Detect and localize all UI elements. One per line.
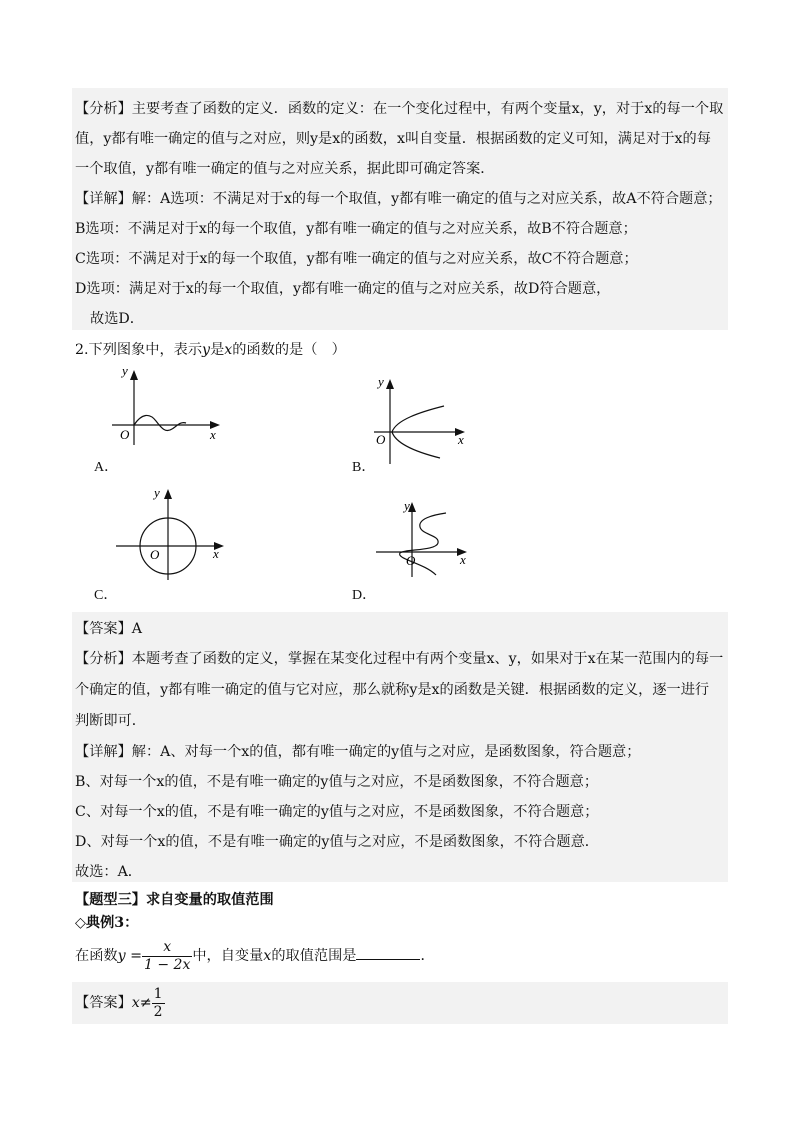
answer-denominator: 2	[153, 1003, 163, 1020]
graph-c	[114, 482, 228, 582]
question-2-mid: 是	[210, 342, 225, 358]
question-2-suffix: 的函数的是（ ）	[232, 342, 346, 358]
detail-line-3: C选项：不满足对于x的每一个取值，y都有唯一确定的值与之对应关系，故C不符合题意；	[75, 251, 638, 267]
question-2-text	[75, 341, 346, 359]
analysis2-line-1: 【分析】本题考查了函数的定义，掌握在某变化过程中有两个变量x、y，如果对于x在某一范围内的每一	[75, 651, 724, 667]
example-3-label: ◇典例3：	[75, 915, 139, 931]
analysis-line-2: 值，y都有唯一确定的值与之对应，则y是x的函数，x叫自变量．根据函数的定义可知，满足对于x的每	[75, 131, 711, 147]
analysis-line-3: 一个取值，y都有唯一确定的值与之对应关系，据此即可确定答案．	[75, 161, 495, 177]
analysis2-line-3: 判断即可．	[75, 713, 146, 729]
option-c-label: C．	[94, 588, 118, 603]
option-d-label: D．	[352, 588, 377, 603]
solution-block-3	[72, 982, 728, 1024]
example-3-var-x: x	[263, 948, 272, 964]
answer-label: 【答案】	[75, 995, 132, 1011]
detail-line-2: B选项：不满足对于x的每一个取值，y都有唯一确定的值与之对应关系，故B不符合题意；	[75, 221, 637, 237]
graph-a-y-label: y	[122, 363, 128, 378]
example-3-answer	[75, 985, 165, 1021]
graph-b-x-label: x	[458, 432, 464, 447]
example-3-prefix: 在函数	[75, 948, 118, 964]
example-3-suffix: 的取值范围是	[271, 948, 357, 964]
analysis2-line-2: 个确定的值，y都有唯一确定的值与它对应，那么就称y是x的函数是关键．根据函数的定义，逐一进行	[75, 682, 710, 698]
example-3-period: ．	[420, 948, 435, 964]
graph-a	[110, 365, 230, 447]
answer-fraction	[152, 986, 165, 1021]
graph-b-origin-label: O	[376, 432, 386, 447]
example-3-mid: 中，自变量	[192, 948, 264, 964]
graph-a-origin-label: O	[120, 427, 130, 442]
fraction-numerator: x	[142, 939, 192, 957]
graph-c-origin-label: O	[150, 547, 160, 562]
graph-c-x-label: x	[213, 546, 219, 561]
graph-a-x-label: x	[210, 427, 216, 442]
detail2-line-3: C、对每一个x的值，不是有唯一确定的y值与之对应，不是函数图象，不符合题意；	[75, 804, 599, 820]
answer-line: 【答案】A	[75, 621, 142, 637]
example-3-question	[75, 938, 435, 974]
function-fraction	[142, 939, 192, 974]
graph-d-origin-label: O	[406, 553, 416, 568]
detail2-line-5: 故选：A．	[75, 864, 142, 880]
detail2-line-1: 【详解】解：A、对每一个x的值，都有唯一确定的y值与之对应，是函数图象，符合题意；	[75, 744, 641, 760]
question-2-var-y: y	[202, 342, 211, 358]
detail2-line-2: B、对每一个x的值，不是有唯一确定的y值与之对应，不是函数图象，不符合题意；	[75, 774, 599, 790]
analysis-line-1: 【分析】主要考查了函数的定义．函数的定义：在一个变化过程中，有两个变量x，y，对于x的每一个取	[75, 101, 724, 117]
question-2-prefix: 2.下列图象中，表示	[75, 342, 203, 358]
function-lhs: y =	[117, 948, 142, 964]
question-2-var-x: x	[224, 342, 233, 358]
detail-line-4: D选项：满足对于x的每一个取值，y都有唯一确定的值与之对应关系，故D符合题意，	[75, 281, 611, 297]
answer-numerator: 1	[153, 985, 163, 1002]
answer-blank[interactable]	[356, 945, 420, 960]
graph-b	[372, 372, 472, 468]
detail-line-1: 【详解】解：A选项：不满足对于x的每一个取值，y都有唯一确定的值与之对应关系，故A不符合题意；	[75, 191, 722, 207]
detail-line-5: 故选D．	[90, 311, 144, 327]
graph-d	[374, 497, 474, 579]
graph-b-y-label: y	[378, 374, 384, 389]
section-3-heading: 【题型三】求自变量的取值范围	[75, 892, 274, 908]
option-a-label: A．	[94, 460, 119, 475]
option-b-label: B．	[352, 460, 376, 475]
detail2-line-4: D、对每一个x的值，不是有唯一确定的y值与之对应，不是函数图象，不符合题意．	[75, 834, 599, 850]
graph-d-y-label: y	[404, 498, 410, 513]
graph-d-x-label: x	[460, 552, 466, 567]
answer-lhs: x≠	[131, 995, 152, 1011]
fraction-denominator: 1 − 2x	[144, 956, 191, 973]
graph-c-y-label: y	[154, 485, 160, 500]
